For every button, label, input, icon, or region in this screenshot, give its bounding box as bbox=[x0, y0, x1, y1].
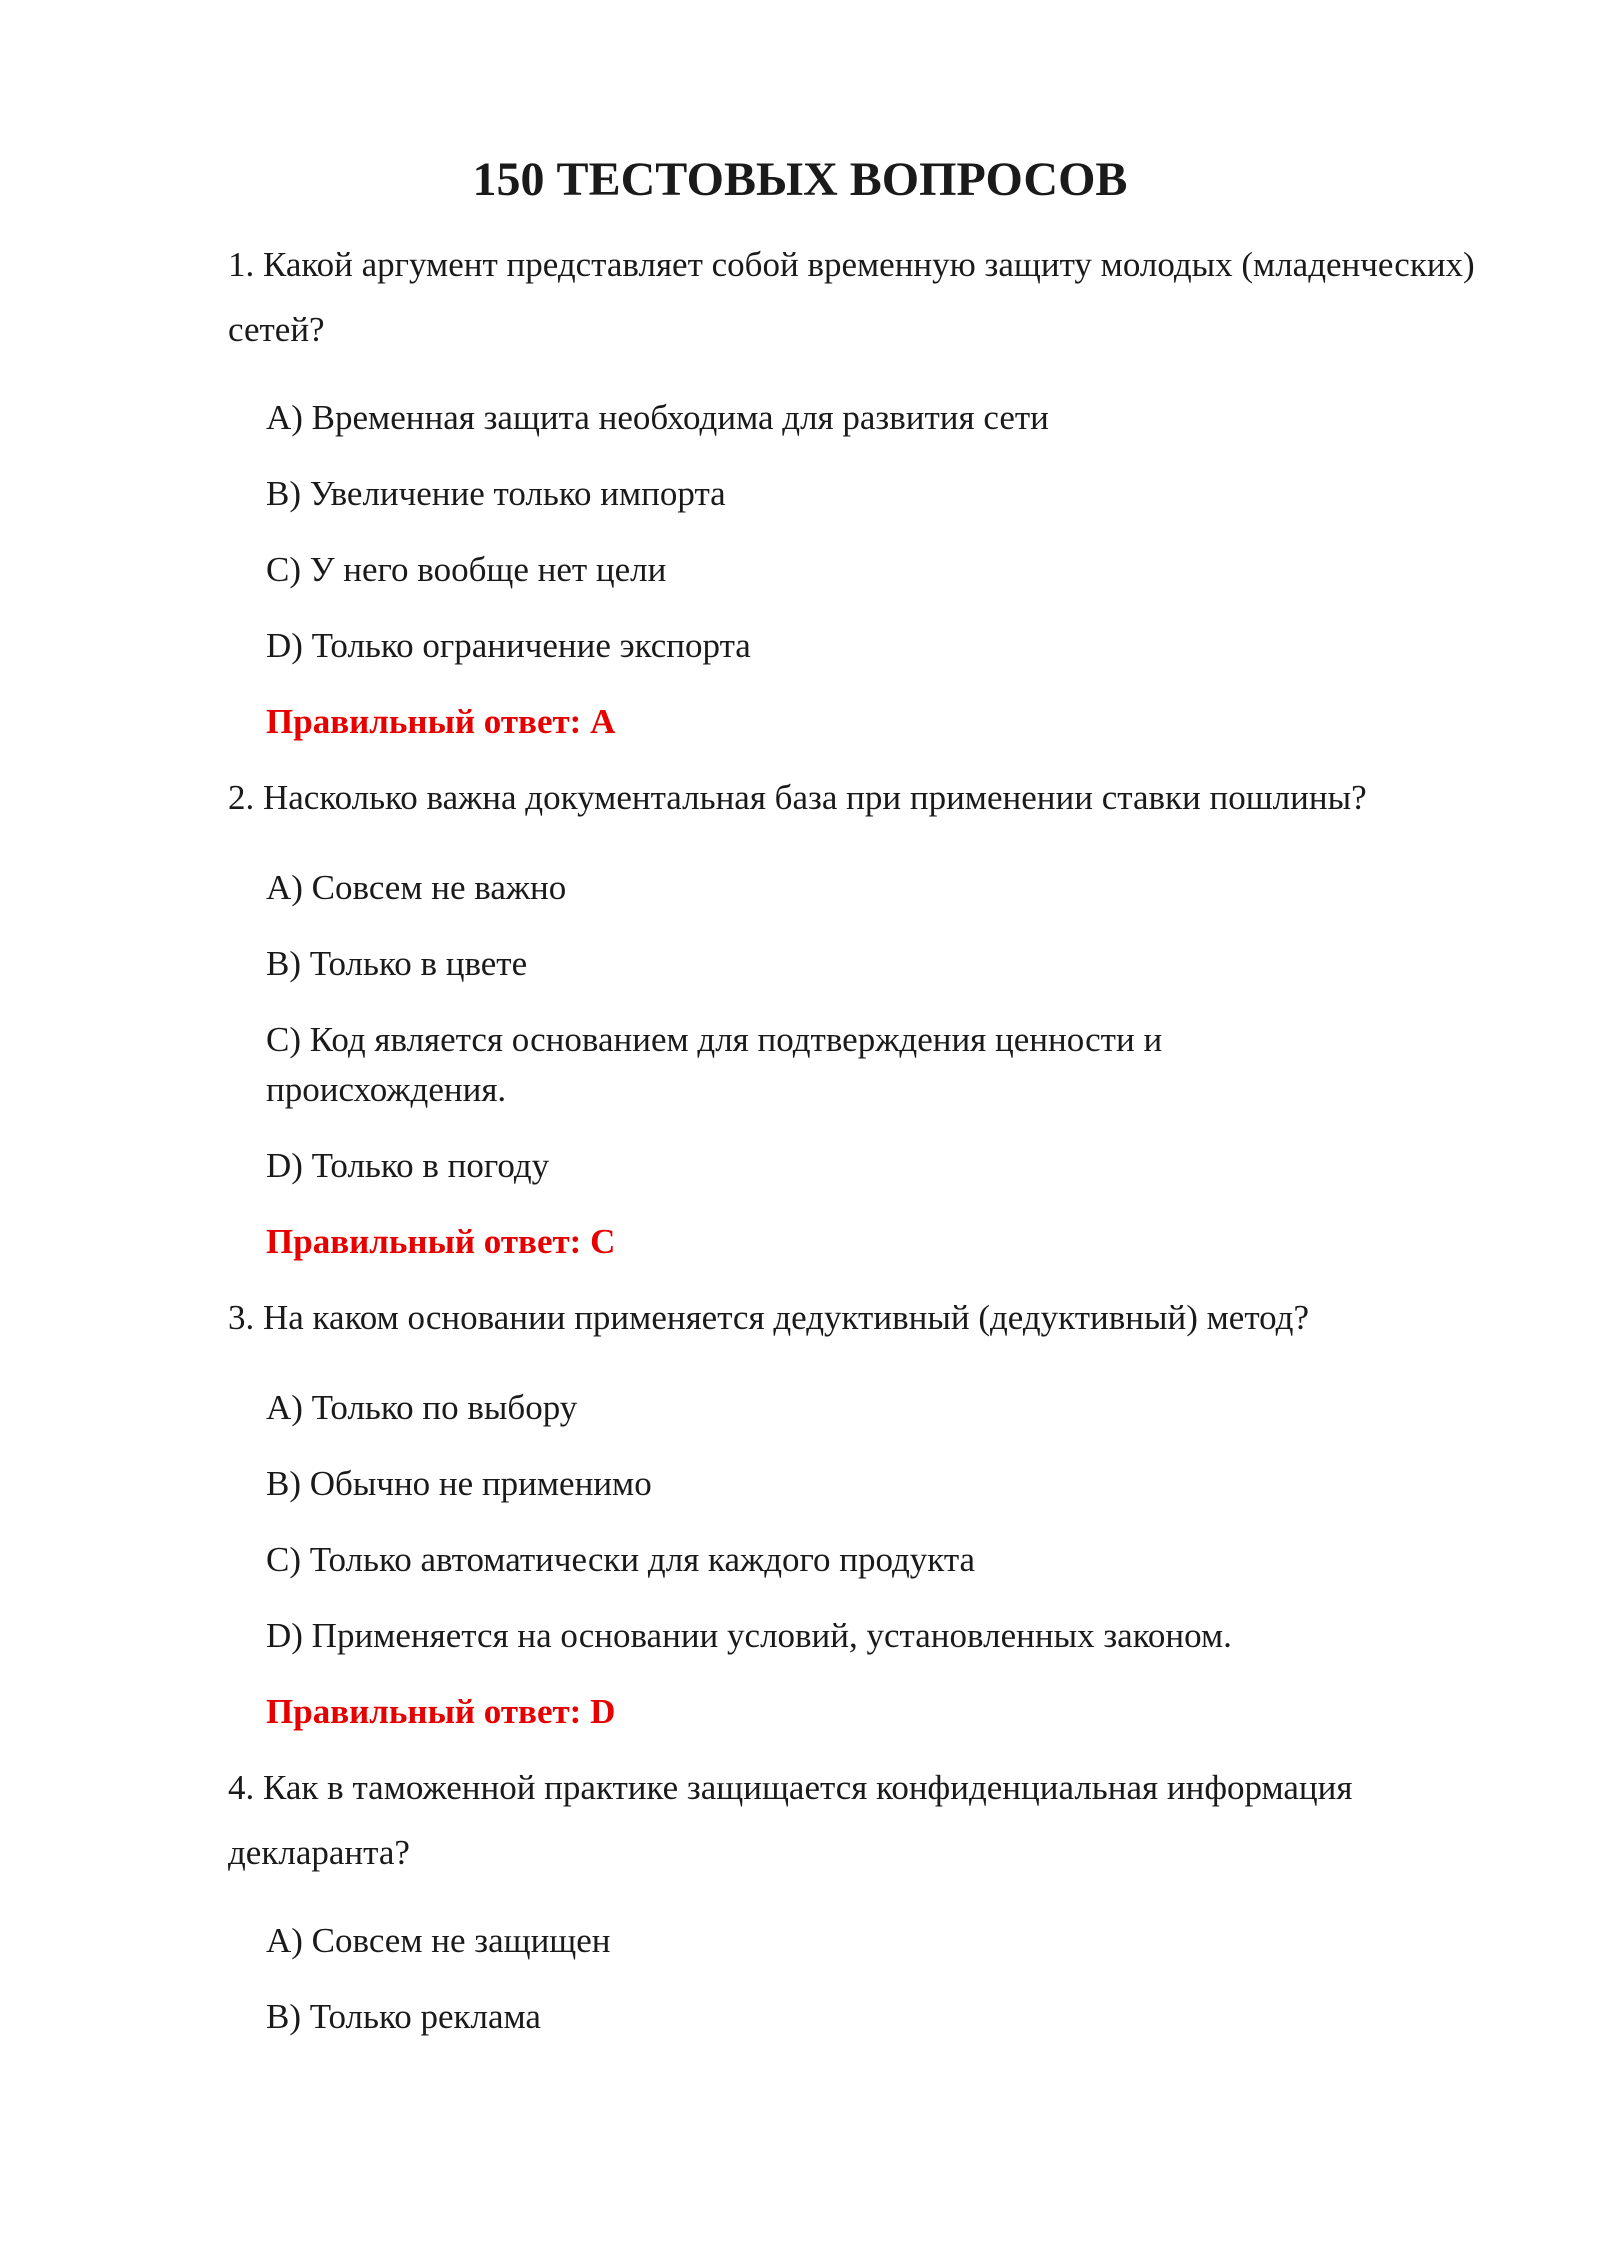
question-1-option-c: C) У него вообще нет цели bbox=[266, 550, 667, 589]
question-4-option-b: B) Только реклама bbox=[266, 1997, 541, 2036]
question-3-option-c: C) Только автоматически для каждого продукта bbox=[266, 1540, 976, 1579]
question-1-correct-answer: Правильный ответ: A bbox=[266, 702, 616, 741]
question-1-option-a: A) Временная защита необходима для развития сети bbox=[266, 398, 1049, 437]
question-2-text: 2. Насколько важна документальная база при применении ставки пошлины? bbox=[228, 778, 1367, 817]
question-3-option-d: D) Применяется на основании условий, установленных законом. bbox=[266, 1616, 1232, 1655]
question-3-text: 3. На каком основании применяется дедуктивный (дедуктивный) метод? bbox=[228, 1298, 1310, 1337]
question-2-correct-answer: Правильный ответ: C bbox=[266, 1222, 616, 1261]
question-3-correct-answer: Правильный ответ: D bbox=[266, 1692, 616, 1731]
question-1-text: 1. Какой аргумент представляет собой временную защиту молодых (младенческих) сетей? bbox=[228, 245, 1475, 349]
document-title: 150 ТЕСТОВЫХ ВОПРОСОВ bbox=[472, 153, 1128, 206]
question-4-option-a: A) Совсем не защищен bbox=[266, 1921, 611, 1960]
question-4-text: 4. Как в таможенной практике защищается конфиденциальная информация декларанта? bbox=[228, 1768, 1353, 1872]
question-2-option-c: C) Код является основанием для подтверждения ценности и происхождения. bbox=[266, 1020, 1163, 1109]
question-1-option-b: B) Увеличение только импорта bbox=[266, 474, 726, 513]
question-3-option-a: A) Только по выбору bbox=[266, 1388, 578, 1427]
question-1-option-d: D) Только ограничение экспорта bbox=[266, 626, 751, 665]
question-2-option-a: A) Совсем не важно bbox=[266, 868, 567, 907]
question-2-option-b: B) Только в цвете bbox=[266, 944, 528, 983]
question-3-option-b: B) Обычно не применимо bbox=[266, 1464, 652, 1503]
question-2-option-d: D) Только в погоду bbox=[266, 1146, 550, 1185]
